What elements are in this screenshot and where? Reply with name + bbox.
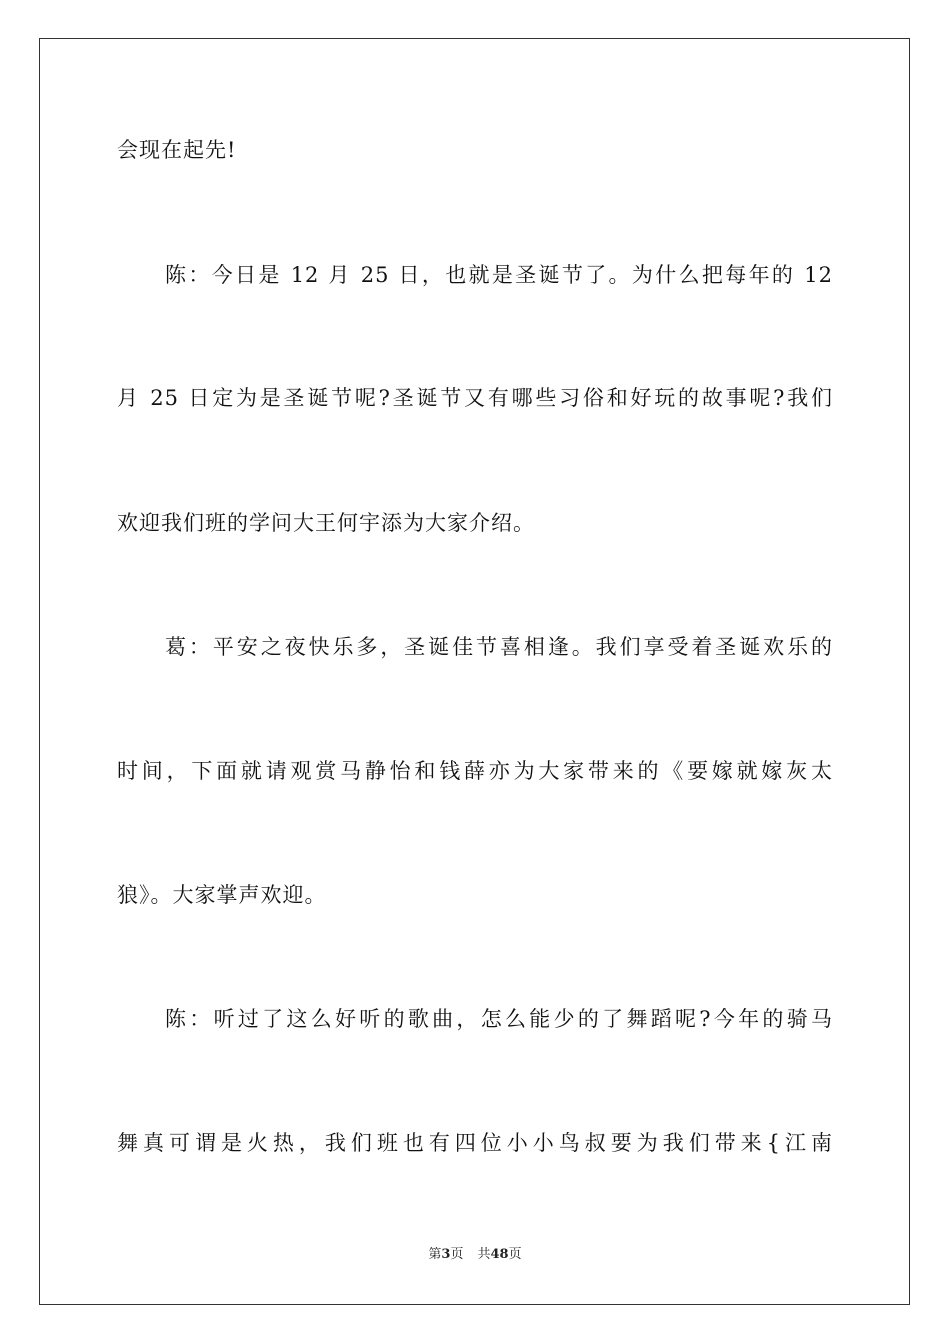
total-suffix: 页	[508, 1247, 522, 1262]
text-line-9: 舞真可谓是火热，我们班也有四位小小鸟叔要为我们带来{江南	[117, 1131, 833, 1155]
page-prefix: 第	[428, 1247, 442, 1262]
total-pages: 48	[490, 1247, 509, 1262]
page-footer	[0, 1246, 950, 1264]
text-line-6: 时间，下面就请观赏马静怡和钱薛亦为大家带来的《要嫁就嫁灰太	[117, 759, 833, 783]
page-border	[39, 38, 910, 1305]
page-suffix: 页	[450, 1247, 464, 1262]
text-line-7: 狼》。大家掌声欢迎。	[117, 883, 327, 907]
text-line-8: 陈：听过了这么好听的歌曲，怎么能少的了舞蹈呢?今年的骑马	[165, 1007, 833, 1031]
text-line-5: 葛：平安之夜快乐多，圣诞佳节喜相逢。我们享受着圣诞欢乐的	[165, 635, 833, 659]
text-line-4: 欢迎我们班的学问大王何宇添为大家介绍。	[117, 511, 535, 535]
text-line-1: 会现在起先!	[117, 138, 237, 162]
text-line-3: 月 25 日定为是圣诞节呢?圣诞节又有哪些习俗和好玩的故事呢?我们	[117, 386, 833, 410]
total-prefix: 共	[477, 1247, 491, 1262]
text-line-2: 陈：今日是 12 月 25 日，也就是圣诞节了。为什么把每年的 12	[165, 263, 833, 287]
page-number: 3	[441, 1247, 451, 1262]
